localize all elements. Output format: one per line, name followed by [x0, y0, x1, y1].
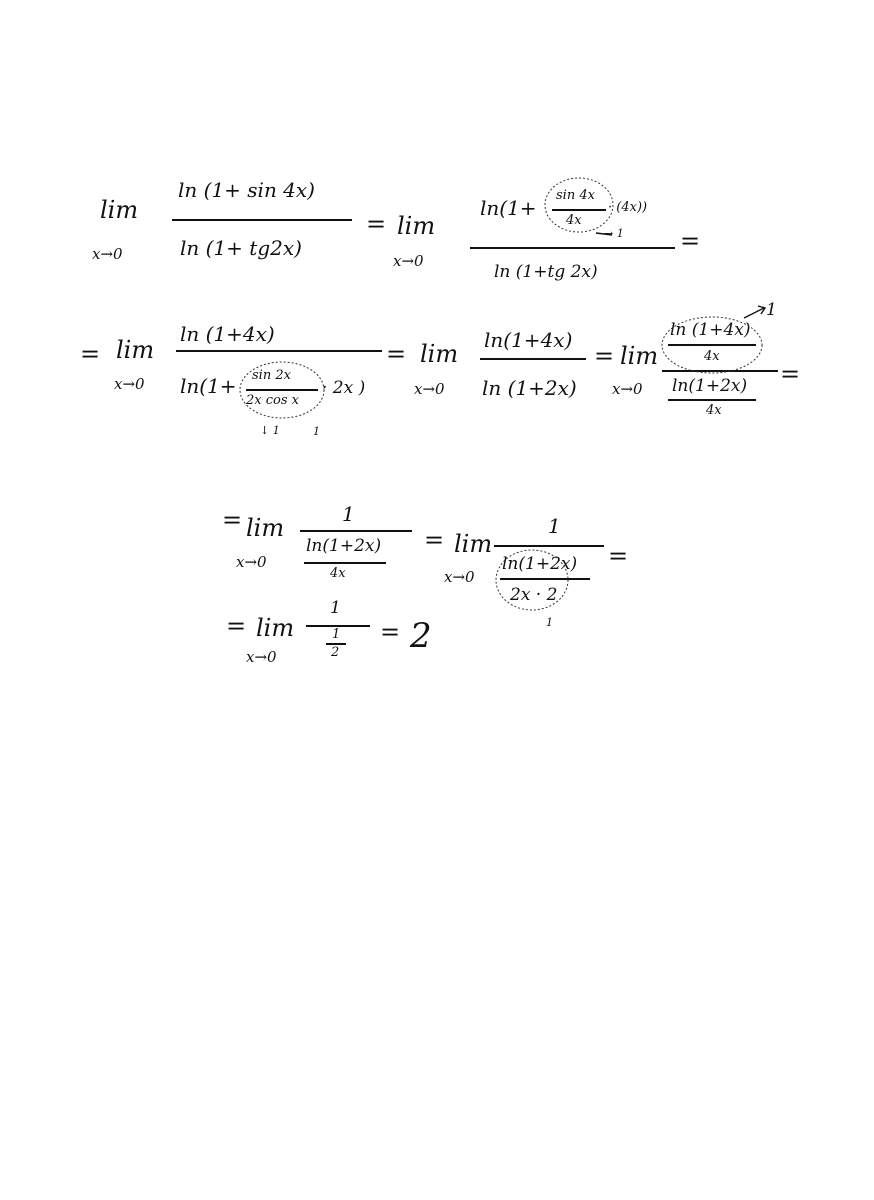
big-fraction-num-denominator: 4x	[704, 349, 720, 364]
big-fraction-main-bar	[662, 370, 778, 372]
lim-3: lim	[116, 336, 155, 364]
lim-2-subscript: x→0	[393, 252, 424, 270]
arrow-to-one-head	[758, 306, 765, 314]
fraction-1-bar	[172, 219, 352, 221]
fraction-5-den-bar	[304, 562, 386, 564]
fraction-3-denominator-end: · 2x )	[322, 378, 366, 398]
den-inner-fraction-bar	[246, 389, 318, 391]
equals-4: =	[386, 340, 407, 368]
fraction-5-numerator: 1	[342, 502, 355, 526]
equals-5: =	[594, 342, 615, 370]
limit-note-arrow: → 1	[604, 227, 624, 240]
fraction-6-den-numerator: ln(1+2x)	[502, 554, 578, 574]
equals-8: =	[424, 526, 445, 554]
arrow-note-one: 1	[766, 300, 777, 320]
fraction-7-numerator: 1	[330, 598, 341, 618]
final-result: 2	[410, 616, 432, 656]
lim-6: lim	[246, 514, 285, 542]
big-fraction-num-numerator: ln (1+4x)	[670, 320, 751, 340]
fraction-6-den-bar	[500, 578, 590, 580]
equals-11: =	[380, 618, 401, 646]
lim-5-subscript: x→0	[612, 380, 643, 398]
lim-7-subscript: x→0	[444, 568, 475, 586]
fraction-1-numerator: ln (1+ sin 4x)	[178, 178, 315, 202]
equals-10: =	[226, 612, 247, 640]
fraction-4-numerator: ln(1+4x)	[484, 328, 573, 352]
fraction-6-note: 1	[546, 616, 553, 629]
big-fraction-den-denominator: 4x	[706, 403, 722, 418]
big-fraction-den-numerator: ln(1+2x)	[672, 376, 748, 396]
lim-8: lim	[256, 614, 295, 642]
equals-9: =	[608, 542, 629, 570]
fraction-1-denominator: ln (1+ tg2x)	[180, 236, 302, 260]
fraction-3-numerator: ln (1+4x)	[180, 322, 275, 346]
fraction-6-numerator: 1	[548, 514, 561, 538]
big-fraction-den-bar	[668, 399, 756, 401]
lim-6-subscript: x→0	[236, 553, 267, 571]
equals-3: =	[80, 340, 101, 368]
inner-fraction-bar	[552, 209, 606, 211]
lim-1: lim	[100, 196, 139, 224]
equals-1: =	[366, 210, 387, 238]
lim-8-subscript: x→0	[246, 648, 277, 666]
fraction-2-numerator-start: ln(1+	[480, 196, 537, 220]
inner-fraction-numerator: sin 4x	[556, 188, 595, 203]
den-inner-fraction-denominator: 2x cos x	[246, 393, 299, 408]
fraction-2-denominator: ln (1+tg 2x)	[494, 262, 598, 282]
fraction-2-bar	[470, 247, 675, 249]
fraction-6-bar	[494, 545, 604, 547]
arrow-to-one-shaft	[744, 308, 764, 318]
big-fraction-num-bar	[668, 344, 756, 346]
fraction-4-bar	[480, 358, 586, 360]
fraction-3-bar	[176, 350, 382, 352]
equals-2: =	[680, 227, 701, 255]
lim-2: lim	[397, 212, 436, 240]
lim-3-subscript: x→0	[114, 375, 145, 393]
fraction-7-den-denominator: 2	[331, 645, 340, 660]
note-one: 1	[313, 425, 320, 438]
lim-4: lim	[420, 340, 459, 368]
fraction-5-den-numerator: ln(1+2x)	[306, 536, 382, 556]
fraction-6-den-denominator: 2x · 2	[510, 585, 558, 605]
equals-6: =	[780, 360, 801, 388]
lim-7: lim	[454, 530, 493, 558]
inner-fraction-denominator: 4x	[566, 213, 582, 228]
fraction-7-den-numerator: 1	[332, 627, 341, 642]
lim-4-subscript: x→0	[414, 380, 445, 398]
fraction-3-denominator-start: ln(1+	[180, 374, 237, 398]
den-inner-fraction-numerator: sin 2x	[252, 368, 291, 383]
fraction-5-den-denominator: 4x	[330, 566, 346, 581]
fraction-5-bar	[300, 530, 412, 532]
fraction-4-denominator: ln (1+2x)	[482, 376, 577, 400]
note-arrow-to-one: ↓ 1	[260, 424, 280, 437]
equals-7: =	[222, 506, 243, 534]
fraction-2-numerator-end: · (4x))	[608, 200, 648, 215]
lim-1-subscript: x→0	[92, 245, 123, 263]
lim-5: lim	[620, 342, 659, 370]
